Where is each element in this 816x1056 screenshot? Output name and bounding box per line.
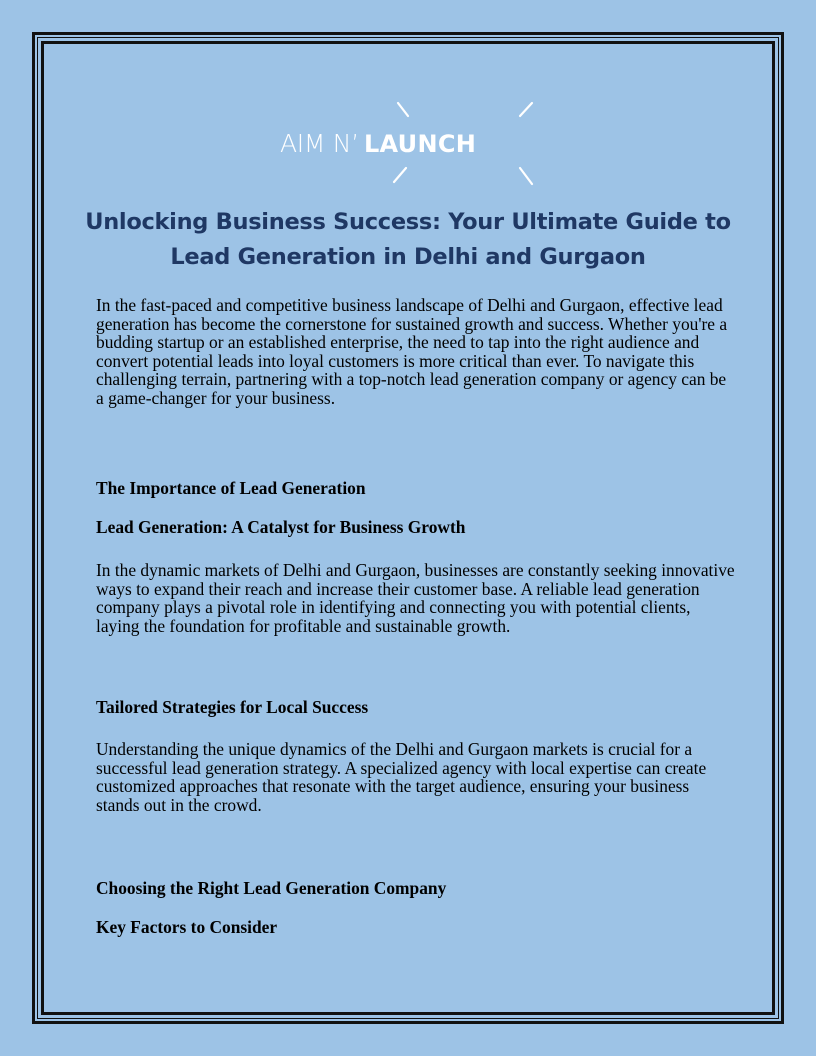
heading-importance-of-lead-generation: The Importance of Lead Generation	[96, 478, 366, 498]
page-title-line-1: Unlocking Business Success: Your Ultimate Guide to	[85, 209, 731, 235]
heading-catalyst-for-growth: Lead Generation: A Catalyst for Business Growth	[96, 517, 466, 537]
heading-tailored-strategies: Tailored Strategies for Local Success	[96, 697, 369, 717]
logo-wordmark	[280, 128, 476, 160]
page-title-line-2: Lead Generation in Delhi and Gurgaon	[170, 244, 646, 270]
heading-key-factors: Key Factors to Consider	[96, 917, 278, 937]
heading-choosing-right-company: Choosing the Right Lead Generation Company	[96, 878, 447, 898]
logo-text-bold: LAUNCH	[363, 130, 477, 158]
intro-paragraph: In the fast-paced and competitive business landscape of Delhi and Gurgaon, effective lead generation has become the cornerstone for sustained growth and success. Whether you're a budding startup or an established enterprise, the need to tap into the right audience and convert potential leads into loyal customers is more critical than ever. To navigate this challenging terrain, partnering with a top-notch lead generation company or agency can be a game-changer for your business.	[96, 295, 728, 408]
page-title	[60, 205, 756, 275]
aim-n-launch-logo	[280, 98, 540, 190]
logo-text-light: AIM N’	[280, 129, 359, 158]
tailored-paragraph: Understanding the unique dynamics of the Delhi and Gurgaon markets is crucial for a successful lead generation strategy. A specialized agency with local expertise can create customized approaches that resonate with the target audience, ensuring your business stands out in the crowd.	[96, 739, 707, 815]
catalyst-paragraph: In the dynamic markets of Delhi and Gurgaon, businesses are constantly seeking innovative ways to expand their reach and increase their customer base. A reliable lead generation company plays a pivotal role in identifying and connecting you with potential clients, laying the foundation for profitable and sustainable growth.	[96, 560, 735, 636]
